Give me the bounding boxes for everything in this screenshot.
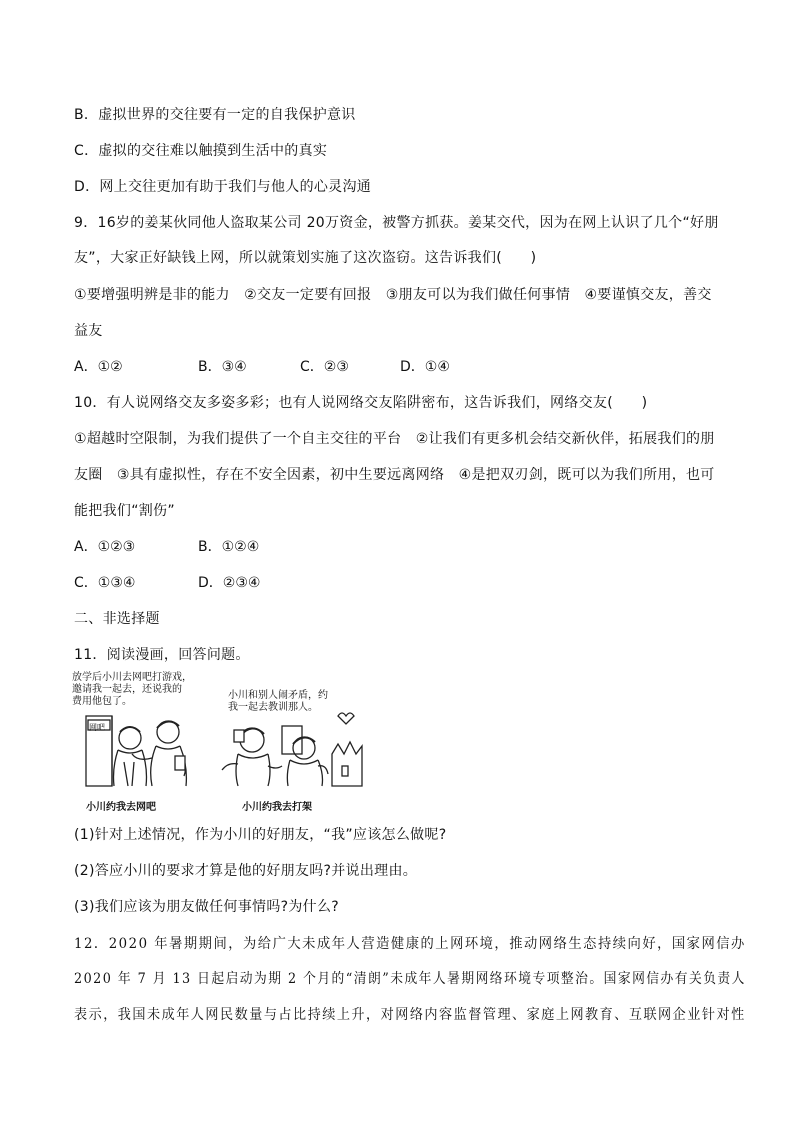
q9-option-c: C．②③ xyxy=(300,359,349,375)
q9-stem-line2: 友”，大家正好缺钱上网，所以就策划实施了这次盗窃。这告诉我们( ) xyxy=(74,250,537,266)
q9-items-line2: 益友 xyxy=(74,323,103,339)
q10-stem: 10．有人说网络交友多姿多彩；也有人说网络交友陷阱密布，这告诉我们，网络交友( ) xyxy=(74,395,648,411)
comic-panel1-text-line3: 费用他包了。 xyxy=(72,696,132,707)
q12-line3: 表示，我国未成年人网民数量与占比持续上升，对网络内容监督管理、家庭上网教育、互联网企业针对性 xyxy=(74,1007,746,1023)
q9-stem-line1: 9．16岁的姜某伙同他人盗取某公司 20万资金，被警方抓获。姜某交代，因为在网上认识了几个“好朋 xyxy=(74,215,719,231)
q9-items-line1: ①要增强明辨是非的能力 ②交友一定要有回报 ③朋友可以为我们做任何事情 ④要谨慎交友，善交 xyxy=(74,287,712,303)
q8-option-c: C．虚拟的交往难以触摸到生活中的真实 xyxy=(74,143,328,159)
q8-option-b: B．虚拟世界的交往要有一定的自我保护意识 xyxy=(74,107,356,123)
q12-line2: 2020 年 7 月 13 日起启动为期 2 个月的“清朗”未成年人暑期网络环境专项整治。国家网信办有关负责人 xyxy=(74,971,746,987)
comic-panel1-text-line2: 邀请我一起去，还说我的 xyxy=(72,684,182,695)
q9-option-d: D．①④ xyxy=(400,359,450,375)
q10-option-b: B．①②④ xyxy=(198,539,260,555)
q9-option-a: A．①② xyxy=(74,359,123,375)
q11-stem: 11．阅读漫画，回答问题。 xyxy=(74,647,250,663)
heart-icon xyxy=(338,713,354,724)
internet-cafe-sign-text: 网吧 xyxy=(89,723,105,732)
comic-panel1-text-line1: 放学后小川去网吧打游戏， xyxy=(72,672,192,683)
q11-sub3: (3)我们应该为朋友做任何事情吗?为什么? xyxy=(74,899,339,915)
q11-sub2: (2)答应小川的要求才算是他的好朋友吗?并说出理由。 xyxy=(74,863,418,879)
q10-option-a: A．①②③ xyxy=(74,539,136,555)
q10-items-line3: 能把我们“割伤” xyxy=(74,503,175,519)
comic-panel1-caption: 小川约我去网吧 xyxy=(86,802,156,813)
comic-drawing xyxy=(72,670,372,790)
q10-option-c: C．①③④ xyxy=(74,575,136,591)
q11-sub1: (1)针对上述情况，作为小川的好朋友，“我”应该怎么做呢? xyxy=(74,827,447,843)
q9-option-b: B．③④ xyxy=(198,359,247,375)
q8-option-d: D．网上交往更加有助于我们与他人的心灵沟通 xyxy=(74,179,372,195)
q10-items-line2: 友圈 ③具有虚拟性，存在不安全因素，初中生要远离网络 ④是把双刃剑，既可以为我们所用，也可 xyxy=(74,467,715,483)
comic-panel2-text-line1: 小川和别人闹矛盾，约 xyxy=(228,690,328,701)
comic-panel2-text-line2: 我一起去教训那人。 xyxy=(228,702,318,713)
q12-line1: 12．2020 年暑期期间，为给广大未成年人营造健康的上网环境，推动网络生态持续向好，国家网信办 xyxy=(74,936,746,952)
q10-items-line1: ①超越时空限制，为我们提供了一个自主交往的平台 ②让我们有更多机会结交新伙伴，拓展我们的朋 xyxy=(74,431,715,447)
section-heading: 二、非选择题 xyxy=(74,611,160,627)
q10-option-d: D．②③④ xyxy=(198,575,261,591)
comic-illustration xyxy=(72,670,372,818)
comic-panel2-caption: 小川约我去打架 xyxy=(242,802,312,813)
